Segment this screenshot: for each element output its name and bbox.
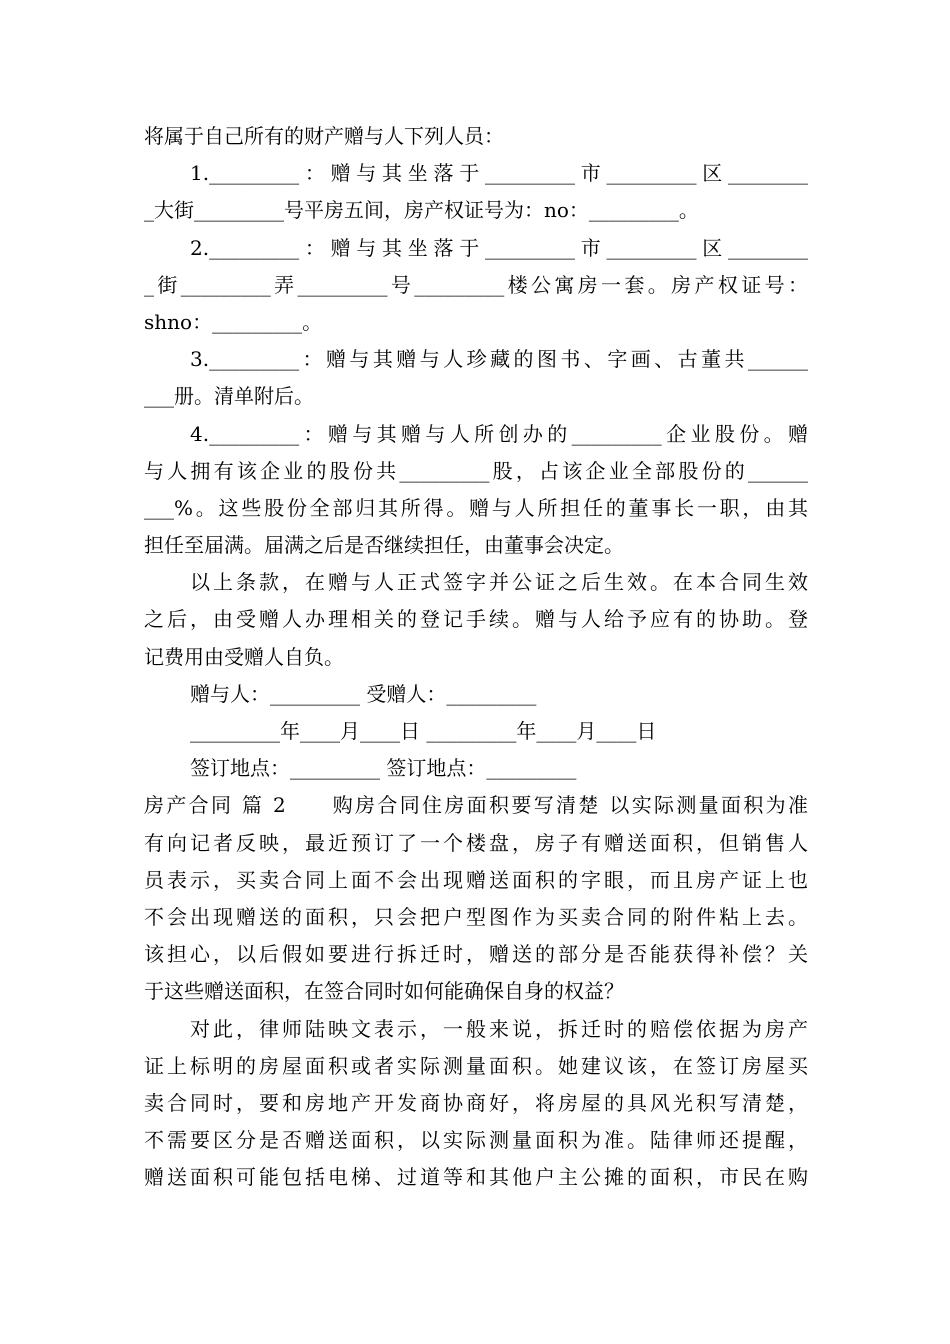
text-line: 将属于自己所有的财产赠与人下列人员：	[144, 124, 504, 148]
text-line: shno：_________。	[144, 309, 323, 334]
text-line: ___%。这些股份全部归其所得。赠与人所担任的董事长一职，由其	[144, 495, 808, 520]
text-line: _大街_________号平房五间，房产权证号为：no：_________。	[144, 198, 699, 223]
text-line: 以上条款，在赠与人正式签字并公证之后生效。在本合同生效	[190, 570, 808, 595]
text-line: 员表示，买卖合同上面不会出现赠送面积的字眼，而且房产证上也	[144, 867, 808, 892]
text-line: 证上标明的房屋面积或者实际测量面积。她建议该，在签订房屋买	[144, 1053, 808, 1078]
text-line: 之后，由受赠人办理相关的登记手续。赠与人给予应有的协助。登	[144, 607, 808, 632]
text-line: 2._________：赠与其坐落于_________市_________区________	[190, 235, 808, 260]
text-line: 赠送面积可能包括电梯、过道等和其他户主公摊的面积，市民在购	[144, 1165, 808, 1190]
text-line: 4._________：赠与其赠与人所创办的_________企业股份。赠	[190, 421, 808, 446]
document-page	[144, 118, 808, 1196]
text-line: 签订地点：_________ 签订地点：_________	[190, 756, 577, 781]
text-line: 3._________：赠与其赠与人珍藏的图书、字画、古董共______	[190, 347, 808, 372]
text-line: _街_________弄_________号_________楼公寓房一套。房产权证号：	[144, 272, 808, 297]
text-line: 对此，律师陆映文表示，一般来说，拆迁时的赔偿依据为房产	[190, 1016, 808, 1041]
text-line: 不需要区分是否赠送面积，以实际测量面积为准。陆律师还提醒，	[144, 1128, 808, 1153]
text-line: 1._________：赠与其坐落于_________市_________区________	[190, 161, 808, 186]
text-line: 该担心，以后假如要进行拆迁时，赠送的部分是否能获得补偿？关	[144, 942, 808, 967]
text-line: 于这些赠送面积，在签合同时如何能确保自身的权益？	[144, 979, 624, 1004]
text-line: 房产合同 篇 2 购房合同住房面积要写清楚 以实际测量面积为准	[144, 793, 808, 818]
text-line: ___册。清单附后。	[144, 384, 314, 409]
text-line: 赠与人：_________ 受赠人：_________	[190, 681, 537, 706]
text-line: 与人拥有该企业的股份共_________股，占该企业全部股份的______	[144, 458, 808, 483]
text-line: 卖合同时，要和房地产开发商协商好，将房屋的具风光积写清楚，	[144, 1090, 808, 1115]
text-line: 记费用由受赠人自负。	[144, 644, 344, 669]
text-line: 不会出现赠送的面积，只会把户型图作为买卖合同的附件粘上去。	[144, 904, 808, 929]
text-line: 有向记者反映，最近预订了一个楼盘，房子有赠送面积，但销售人	[144, 830, 808, 855]
text-line: _________年____月____日 _________年____月____日	[190, 719, 657, 743]
text-line: 担任至届满。届满之后是否继续担任，由董事会决定。	[144, 533, 624, 558]
